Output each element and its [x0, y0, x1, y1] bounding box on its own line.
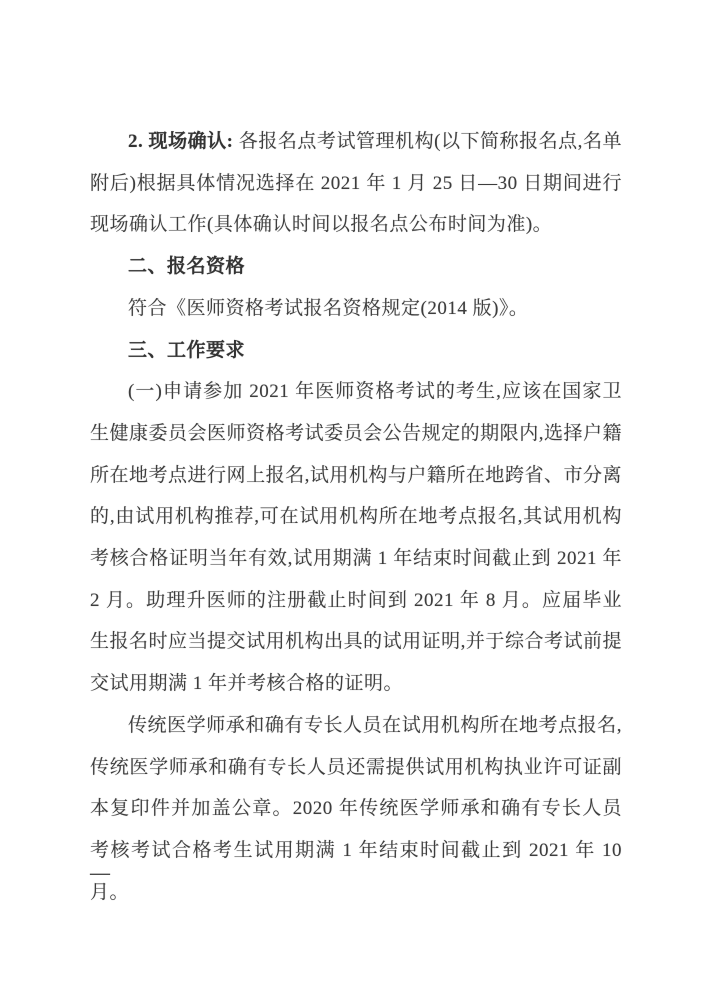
- text-run: 符合《医师资格考试报名资格规定(2014 版)》。: [128, 297, 529, 319]
- bold-text-run: 二、报名资格: [128, 256, 246, 278]
- paragraph: [90, 705, 622, 914]
- text-run: (一)申请参加 2021 年医师资格考试的考生,应该在国家卫生健康委员会医师资格考试委员会公告规定的期限内,选择户籍所在地考点进行网上报名,试用机构与户籍所在地跨省、市分离的,由试用机构推荐,可在试用机构所在地考点报名,其试用机构考核合格证明当年有效,试用期满 1 年结束时间截止到 2021 年 2 月。助理升医师的注册截止时间到 2021 年 8 月。应届毕业生报名时应当提交试用机构出具的试用证明,并于综合考试前提交试用期满 1 年并考核合格的证明。: [90, 381, 622, 695]
- paragraph: [90, 371, 622, 705]
- bold-text-run: 2. 现场确认:: [128, 131, 234, 152]
- section-heading: [90, 246, 622, 288]
- document-body: [90, 121, 622, 913]
- page-footer-dash: —: [90, 862, 110, 884]
- section-heading: [90, 330, 622, 372]
- text-run: 各报名点考试管理机构(以下简称报名点,名单附后)根据具体情况选择在 2021 年 1 月 25 日—30 日期间进行现场确认工作(具体确认时间以报名点公布时间为准)。: [90, 131, 622, 236]
- text-run: 传统医学师承和确有专长人员在试用机构所在地考点报名,传统医学师承和确有专长人员还需提供试用机构执业许可证副本复印件并加盖公章。2020 年传统医学师承和确有专长人员考核考试合格考生试用期满 1 年结束时间截止到 2021 年 10 月。: [90, 714, 622, 903]
- bold-text-run: 三、工作要求: [128, 339, 246, 361]
- paragraph: [90, 288, 622, 330]
- paragraph: [90, 121, 622, 246]
